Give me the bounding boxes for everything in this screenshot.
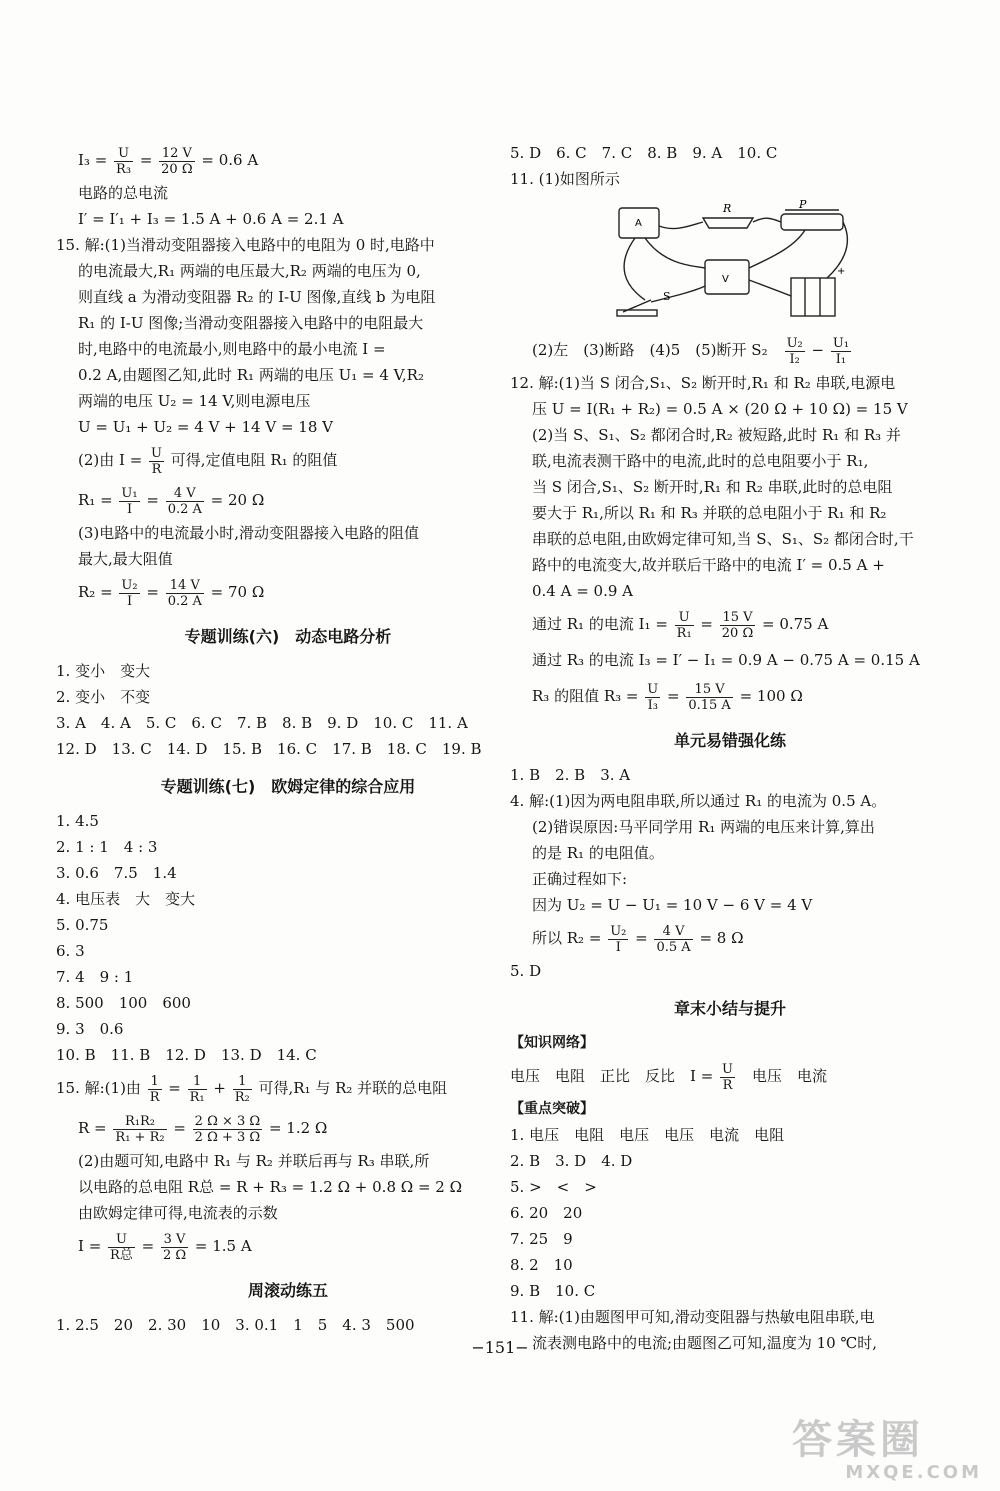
text-line: 联,电流表测干路中的电流,此时的总电阻要小于 R₁,: [532, 452, 869, 470]
ammeter-label: A: [635, 218, 642, 229]
text-line: 15. 解:(1)当滑动变阻器接入电路中的电阻为 0 时,电路中: [56, 236, 435, 254]
fraction: $\frac{U}{\text{R总}}$: [110, 1231, 133, 1263]
equation-parallel: 15. 解:(1)由 $\frac{1}{R}$ = $\frac{1}{\text{R₁}}$ + $\frac{1}{\text{R₂}}$ 可得,R₁ 与 R₂ 并联的总电阻: [56, 1073, 448, 1105]
answer-line: 6. 3: [56, 942, 85, 960]
text-line: (2)由题可知,电路中 R₁ 与 R₂ 并联后再与 R₃ 串联,所: [78, 1152, 430, 1170]
equation-line: (2)由 I = $\frac{U}{R}$ 可得,定值电阻 R₁ 的阻值: [78, 445, 338, 477]
fraction: $\frac{1}{\text{R₂}}$: [234, 1073, 250, 1105]
text-line: 以电路的总电阻 R总 = R + R₃ = 1.2 Ω + 0.8 Ω = 2 Ω: [78, 1178, 463, 1196]
resistor-label: R: [723, 202, 732, 215]
answer-line: 1. B 2. B 3. A: [510, 766, 631, 784]
left-column: [56, 140, 498, 1338]
equation-current: I = $\frac{U}{\text{R总}}$ = $\frac{3 V}{2 \Omega}$ = 1.5 A: [78, 1231, 252, 1263]
fraction: $\frac{\text{U₁}}{I}$: [121, 485, 138, 517]
answer-line: 1. 2.5 20 2. 30 10 3. 0.1 1 5 4. 3 500: [56, 1316, 415, 1334]
answer-line: 4. 电压表 大 变大: [56, 890, 196, 908]
section-title: 章末小结与提升: [673, 999, 786, 1018]
equation-r1: R₁ = $\frac{\text{U₁}}{I}$ = $\frac{4 V}{0.2 A}$ = 20 Ω: [78, 485, 265, 517]
answer-line: 12. D 13. C 14. D 15. B 16. C 17. B 18. C 19. B: [56, 740, 482, 758]
text-line: 两端的电压 U₂ = 14 V,则电源电压: [78, 392, 311, 410]
subsection-tag: 【知识网络】: [510, 1035, 594, 1051]
text-line: 电路的总电流: [78, 184, 169, 202]
fraction: $\frac{\text{U₂}}{I}$: [121, 577, 138, 609]
equation-line: (2)左 (3)断路 (4)5 (5)断开 S₂ $\frac{\text{U₂}}{\text{I₂}}$ − $\frac{\text{U₁}}{\text{I₁}}$: [532, 335, 850, 367]
text-line: 的电流最大,R₁ 两端的电压最大,R₂ 两端的电压为 0,: [78, 262, 421, 280]
watermark-url: MXQE.COM: [845, 1462, 982, 1483]
text-line: 流表测电路中的电流;由题图乙可知,温度为 10 ℃时,: [532, 1334, 877, 1352]
page-number: −151−: [471, 1338, 529, 1357]
text-line: R₁ 的 I-U 图像;当滑动变阻器接入电路中的电阻最大: [78, 314, 424, 332]
fraction: $\frac{1}{R}$: [149, 1073, 160, 1105]
text-line: (2)当 S、S₁、S₂ 都闭合时,R₂ 被短路,此时 R₁ 和 R₃ 并: [532, 426, 901, 444]
answer-line: 9. B 10. C: [510, 1282, 596, 1300]
answer-line: 9. 3 0.6: [56, 1020, 124, 1038]
equation-r2: R₂ = $\frac{\text{U₂}}{I}$ = $\frac{14 V}{0.2 A}$ = 70 Ω: [78, 577, 265, 609]
equation-i1: 通过 R₁ 的电流 I₁ = $\frac{U}{\text{R₁}}$ = $\frac{15 V}{20 \Omega}$ = 0.75 A: [532, 609, 829, 641]
eq-text: I₃ =: [78, 151, 113, 169]
text-line: 的是 R₁ 的电阻值。: [532, 844, 664, 862]
equation-r3: R₃ 的阻值 R₃ = $\frac{U}{\text{I₃}}$ = $\frac{15 V}{0.15 A}$ = 100 Ω: [532, 681, 803, 713]
answer-line: 2. 变小 不变: [56, 688, 151, 706]
answer-line: 6. 20 20: [510, 1204, 583, 1222]
answer-line: 1. 电压 电阻 电压 电压 电流 电阻: [510, 1126, 785, 1144]
answer-line: 5. D: [510, 962, 542, 980]
text-line: 通过 R₃ 的电流 I₃ = I′ − I₁ = 0.9 A − 0.75 A = 0.15 A: [532, 651, 920, 669]
text-line: I′ = I′₁ + I₃ = 1.5 A + 0.6 A = 2.1 A: [78, 210, 344, 228]
fraction: $\frac{\text{U₂}}{I}$: [610, 923, 627, 955]
fraction: $\frac{1}{\text{R₁}}$: [189, 1073, 205, 1105]
fraction: $\frac{U}{\text{I₃}}$: [647, 681, 659, 713]
fraction: $\frac{15 V}{0.15 A}$: [688, 681, 731, 713]
answer-line: 5. D 6. C 7. C 8. B 9. A 10. C: [510, 144, 778, 162]
text-line: 路中的电流变大,故并联后干路中的电流 I′ = 0.5 A +: [532, 556, 885, 574]
circuit-svg: [605, 196, 855, 326]
battery-icon: [791, 278, 835, 316]
voltmeter-label: V: [722, 274, 729, 285]
fraction: $\frac{\text{U₂}}{\text{I₂}}$: [786, 335, 803, 367]
fraction: $\frac{U}{R}$: [151, 445, 163, 477]
answer-line: 8. 500 100 600: [56, 994, 191, 1012]
answer-line: 2. 1 : 1 4 : 3: [56, 838, 158, 856]
answer-line: 5. > < >: [510, 1178, 597, 1196]
fraction: $\frac{3 V}{2 \Omega}$: [162, 1231, 187, 1263]
text-line: 0.4 A = 0.9 A: [532, 582, 634, 600]
answer-line: 11. (1)如图所示: [510, 170, 620, 188]
watermark-logo: [792, 1418, 982, 1484]
resistor-icon: [703, 218, 753, 228]
text-line: 11. 解:(1)由题图甲可知,滑动变阻器与热敏电阻串联,电: [510, 1308, 875, 1326]
equation-unit: 所以 R₂ = $\frac{\text{U₂}}{I}$ = $\frac{4 V}{0.5 A}$ = 8 Ω: [532, 923, 744, 955]
circuit-diagram: [605, 196, 855, 326]
answer-line: 8. 2 10: [510, 1256, 573, 1274]
answer-line: 2. B 3. D 4. D: [510, 1152, 633, 1170]
subsection-tag: 【重点突破】: [510, 1101, 594, 1117]
answer-line: 7. 4 9 : 1: [56, 968, 134, 986]
answer-line: 5. 0.75: [56, 916, 109, 934]
equation-i3: I₃ = $\frac{U}{\text{R₃}}$ = $\frac{12 V}{20 \Omega}$ = 0.6 A: [78, 145, 259, 177]
equation-total-r: R = $\frac{\text{R₁R₂}}{\text{R₁ + R₂}}$ = $\frac{2 \Omega \times 3 \Omega}{2 \Omega + 3 \Omega}$ = 1.2 Ω: [78, 1113, 328, 1145]
text-line: 因为 U₂ = U − U₁ = 10 V − 6 V = 4 V: [532, 896, 813, 914]
fraction: $\frac{14 V}{0.2 A}$: [167, 577, 202, 609]
fraction: $\frac{\text{U₁}}{\text{I₁}}$: [832, 335, 850, 367]
text-line: (3)电路中的电流最小时,滑动变阻器接入电路的阻值: [78, 524, 420, 542]
answer-line: 1. 变小 变大: [56, 662, 151, 680]
section-title: 单元易错强化练: [673, 731, 786, 750]
rheostat-icon: [781, 214, 843, 230]
text-line: 0.2 A,由题图乙知,此时 R₁ 两端的电压 U₁ = 4 V,R₂: [78, 366, 424, 384]
text-line: 时,电路中的电流最小,则电路中的最小电流 I =: [78, 340, 386, 358]
fraction: $\frac{15 V}{20 \Omega}$: [721, 609, 754, 641]
watermark-text: 答案圈: [792, 1417, 924, 1463]
rheostat-label: P: [799, 198, 807, 211]
text-line: 压 U = I(R₁ + R₂) = 0.5 A × (20 Ω + 10 Ω) = 15 V: [532, 400, 908, 418]
text-line: 由欧姆定律可得,电流表的示数: [78, 1204, 278, 1222]
text-line: 当 S 闭合,S₁、S₂ 断开时,R₁ 和 R₂ 串联,此时的总电阻: [532, 478, 893, 496]
knowledge-network: 电压 电阻 正比 反比 I = $\frac{U}{R}$ 电压 电流: [510, 1061, 828, 1093]
text-line: 要大于 R₁,所以 R₁ 和 R₃ 并联的总电阻小于 R₁ 和 R₂: [532, 504, 887, 522]
fraction: $\frac{U}{R}$: [722, 1061, 733, 1093]
fraction: $\frac{4 V}{0.2 A}$: [167, 485, 202, 517]
text-line: 4. 解:(1)因为两电阻串联,所以通过 R₁ 的电流为 0.5 A。: [510, 792, 887, 810]
answer-line: 10. B 11. B 12. D 13. D 14. C: [56, 1046, 317, 1064]
text-line: 最大,最大阻值: [78, 550, 173, 568]
fraction: $\frac{U}{\text{R₃}}$: [116, 145, 132, 177]
fraction: $\frac{2 \Omega \times 3 \Omega}{2 \Omega + 3 \Omega}$: [194, 1113, 261, 1145]
answer-line: 3. 0.6 7.5 1.4: [56, 864, 177, 882]
fraction: $\frac{\text{R₁R₂}}{\text{R₁ + R₂}}$: [115, 1113, 165, 1145]
fraction: $\frac{U}{\text{R₁}}$: [676, 609, 692, 641]
text-line: 12. 解:(1)当 S 闭合,S₁、S₂ 断开时,R₁ 和 R₂ 串联,电源电: [510, 374, 896, 392]
text-line: 串联的总电阻,由欧姆定律可知,当 S、S₁、S₂ 都闭合时,干: [532, 530, 914, 548]
plus-label: +: [837, 266, 846, 277]
answer-line: 3. A 4. A 5. C 6. C 7. B 8. B 9. D 10. C 11. A: [56, 714, 468, 732]
answer-line: 7. 25 9: [510, 1230, 573, 1248]
section-title: 专题训练(七) 欧姆定律的综合应用: [160, 777, 416, 796]
section-title: 周滚动练五: [247, 1281, 328, 1300]
fraction: $\frac{4 V}{0.5 A}$: [656, 923, 691, 955]
text-line: U = U₁ + U₂ = 4 V + 14 V = 18 V: [78, 418, 333, 436]
switch-label: S: [663, 290, 671, 303]
fraction: $\frac{12 V}{20 \Omega}$: [161, 145, 193, 177]
text-line: (2)错误原因:马平同学用 R₁ 两端的电压来计算,算出: [532, 818, 875, 836]
text-line: 则直线 a 为滑动变阻器 R₂ 的 I-U 图像,直线 b 为电阻: [78, 288, 436, 306]
right-column: [510, 140, 950, 1356]
text-line: 正确过程如下:: [532, 870, 628, 888]
answer-line: 1. 4.5: [56, 812, 99, 830]
section-title: 专题训练(六) 动态电路分析: [184, 627, 392, 646]
